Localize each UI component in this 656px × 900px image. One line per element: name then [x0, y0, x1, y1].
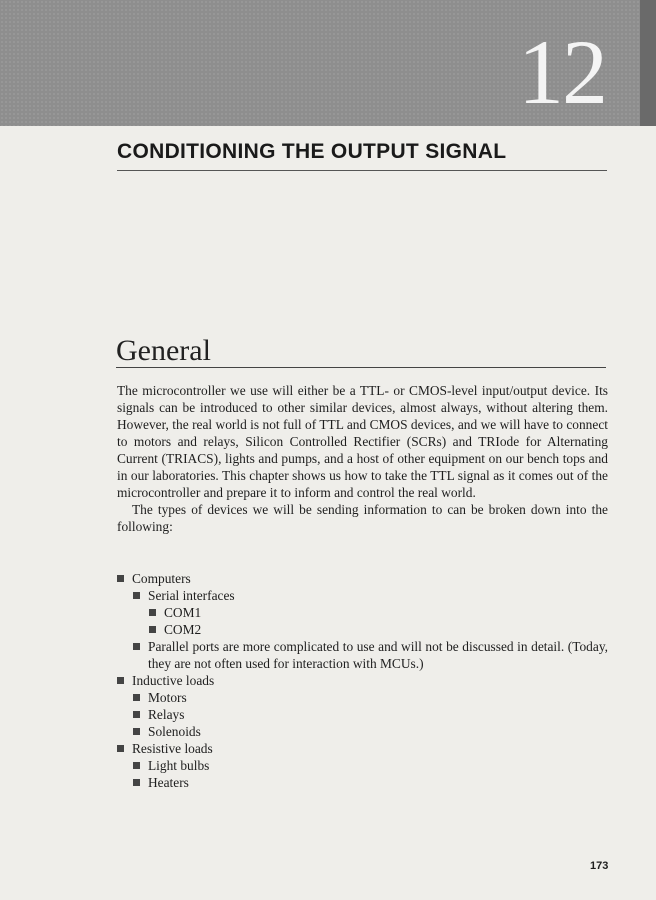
bullet-square-icon: [133, 728, 140, 735]
section-divider: [116, 367, 606, 368]
bullet-square-icon: [133, 592, 140, 599]
list-item: Motors: [117, 689, 609, 706]
title-divider: [117, 170, 607, 171]
list-item: Computers: [117, 570, 609, 587]
bullet-square-icon: [133, 779, 140, 786]
list-item: COM2: [117, 621, 609, 638]
chapter-title: CONDITIONING THE OUTPUT SIGNAL: [117, 140, 507, 163]
body-text: [117, 382, 608, 535]
page-number: 173: [590, 860, 609, 872]
bullet-square-icon: [117, 575, 124, 582]
paragraph: The types of devices we will be sending information to can be broken down into the following:: [117, 502, 608, 534]
page-edge-strip: [640, 0, 656, 126]
paragraph: The microcontroller we use will either be a TTL- or CMOS-level input/output device. Its signals can be introduced to other similar devices, almost always, without altering them. However, the real world is not full of TTL and CMOS devices, and we will have to connect to motors and relays, Silicon Controlled Rectifier (SCRs) and TRIode for Alternating Current (TRIACS), lights and pumps, and a host of other equipment on our bench tops and in our laboratories. This chapter shows us how to take the TTL signal as it comes out of the microcontroller and prepare it to inform and control the real world.: [117, 383, 608, 500]
list-item: Relays: [117, 706, 609, 723]
list-item: Parallel ports are more complicated to use and will not be discussed in detail. (Today, they are not often used for interaction with MCUs.): [117, 638, 609, 672]
device-type-list: [117, 570, 609, 791]
list-item: Resistive loads: [117, 740, 609, 757]
bullet-square-icon: [117, 677, 124, 684]
bullet-square-icon: [117, 745, 124, 752]
list-item: Light bulbs: [117, 757, 609, 774]
bullet-square-icon: [133, 694, 140, 701]
bullet-square-icon: [133, 762, 140, 769]
bullet-square-icon: [133, 643, 140, 650]
list-item: Heaters: [117, 774, 609, 791]
section-heading: General: [116, 334, 211, 367]
bullet-square-icon: [149, 626, 156, 633]
list-item: Solenoids: [117, 723, 609, 740]
bullet-square-icon: [133, 711, 140, 718]
list-item: Serial interfaces: [117, 587, 609, 604]
bullet-square-icon: [149, 609, 156, 616]
list-item: COM1: [117, 604, 609, 621]
list-item: Inductive loads: [117, 672, 609, 689]
chapter-number: 12: [518, 21, 606, 123]
